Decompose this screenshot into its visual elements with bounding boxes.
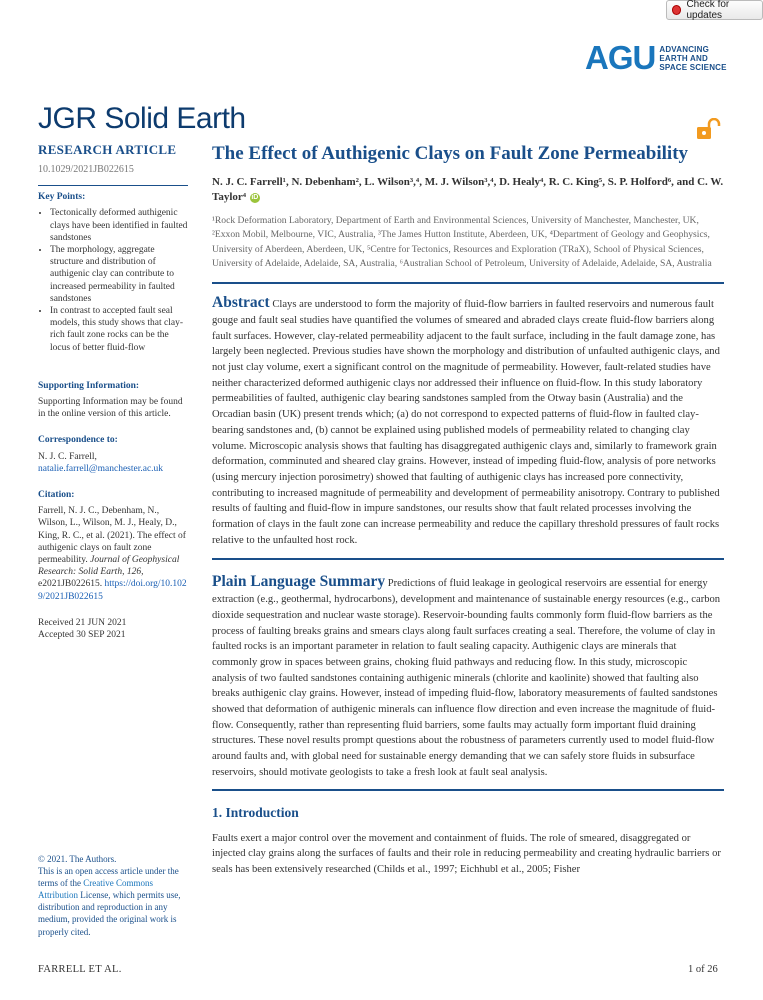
key-points-heading: Key Points: [38,192,86,203]
affiliations: ¹Rock Deformation Laboratory, Department of Earth and Environmental Sciences, University of Manchester, Manchester, UK, ²Exxon Mobil, Melbourne, VIC, Australia, ³The James Hutton Institute, Aberdeen, UK, ⁴Department of Geology and Geophysics, University of Aberdeen, Aberdeen, UK, ⁵Centre for Tectonics, Resources and Exploration (TRaX), School of Physical Sciences, University of Adelaide, Adelaide, SA, Australia, ⁶Australian School of Petroleum, University of Adelaide, Adelaide, SA, Australia [212,215,712,269]
article-main [212,142,724,878]
citation-doi-link[interactable]: https://doi.org/10.1029/2021JB022615 [38,579,187,602]
section-divider [212,789,724,791]
abstract [212,294,724,548]
section-divider [212,558,724,560]
introduction-text: Faults exert a major control over the movement and containment of fluids. The role of smeared, disaggregated or injected clay grains along the surfaces of faults and their role in reducing permeability and creating hydraulic barriers or seals has been extensively researched (Childs et al., 1997; Eichhubl et al., 2005; Fisher [212,832,721,875]
orcid-icon[interactable]: iD [251,194,259,201]
correspondence-heading: Correspondence to: [38,435,118,446]
journal-title: JGR Solid Earth [38,102,246,135]
citation-heading: Citation: [38,490,75,501]
article-type: RESEARCH ARTICLE [38,142,177,157]
correspondence-name: N. J. C. Farrell, [38,451,97,462]
correspondence-email-link[interactable]: natalie.farrell@manchester.ac.uk [38,463,164,474]
key-point: • Tectonically deformed authigenic clays have been identified in faulted sandstones [50,207,188,244]
pls-text: Predictions of fluid leakage in geological reservoirs are essential for energy extraction (e.g., geothermal, hydrocarbons), development and maintenance of sustainable energy resources (e.g., carbon dioxide sequestration and nuclear waste storage). Reservoir-bounding faults commonly form fluid-flow barriers as the process of faulting breaks grains and smears clays along fault surfaces creating a seal. Therefore, the volume of clay in faulted rocks is an important parameter in relation to fault sealing capacity. Authigenic clays are minerals that commonly grow in spaces between grains, choking fluid pathways and reducing flow. In this study, microscopic analysis of two faulted sandstones containing authigenic minerals (chlorite and kaolinite) showed that faulting also breaks authigenic clay grains. However, instead of impeding fluid-flow, laboratory measurements of faulted sandstones showed that deformation of authigenic minerals can influence flow direction and even increase the magnitude of fluid-flow. Consequently, rather than representing fluid barriers, some faults may actually form important fluid draining structures. These novel results prompt questions about the robustness of parameters currently used to model fluid-flow around faults and, with global need for sustainable energy demanding that we can safely store fluids in subsurface reservoirs, should motivate geologists to take a fresh look at fault seal analysis. [212,578,721,778]
copyright-notice: © 2021. The Authors. This is an open access article under the terms of the Creative Commons Attribution License, which permits use, distribution and reproduction in any medium, provided the original work is properly cited. [38,854,181,937]
plain-language-summary [212,573,724,780]
abstract-heading: Abstract [212,294,270,312]
running-author: FARRELL ET AL. [38,964,122,975]
page-number: 1 of 26 [688,964,718,975]
agu-logo-tagline: ADVANCING EARTH AND SPACE SCIENCE [659,44,727,72]
key-points-list [38,207,188,353]
agu-logo-mark: AGU [585,39,656,76]
received-date: Received 21 JUN 2021 [38,617,127,628]
abstract-text: Clays are understood to form the majority of fluid-flow barriers in faulted reservoirs and numerous fault gouge and fault seal studies have quantified the volumes of smeared and abraded clays create fluid-flow barriers along fault surfaces. However, clay-related permeability adjacent to the fault surface, including in the fault damage zone, has largely been neglected. Previous studies have shown the morphology and distribution of unfaulted authigenic clays, and not just clay volume, exert a significant control on the magnitude of permeability. However, fault-related studies have neither characterized deformed authigenic clays nor addressed their influence on fluid-flow. In this study laboratory permeabilities of faulted, authigenic clay bearing sandstones sampled from the Otway basin (Australia) and the Orcadian basin (UK) present trends which; (a) do not correspond to expected patterns of fluid-flow in faulted clay-bearing sandstones and, (b) cannot be explained using published models of permeability related to changing clay volume. Microscopic analysis shows that faulting has disaggregated authigenic clays and, similarly to framework grain deformation, comminuted and sheared clay grains. However, instead of impeding fluid-flow, analysis of pore networks (using mercury injection porosimetry) showed that faulting of authigenic clays has increased pore connectivity, contributing to increased magnitude of permeability and development of permeability anisotropy. Contrary to published results of faulting and fluid-flow in impure sandstones, our results show that fault related processes involving the formation of clays in the fault zone can increase permeability and reduce the capillary threshold pressures of fault rocks relative to the unfaulted host rock. [212,299,720,546]
introduction-heading: 1. Introduction [212,804,299,820]
doi: 10.1029/2021JB022615 [38,164,134,175]
article-title: The Effect of Authigenic Clays on Fault Zone Permeability [212,143,689,164]
pls-heading: Plain Language Summary [212,573,386,591]
sidebar [38,142,188,641]
accepted-date: Accepted 30 SEP 2021 [38,630,126,641]
update-icon [672,5,681,15]
agu-logo [585,39,727,76]
open-access-icon [696,118,722,145]
introduction-section [212,805,724,878]
supporting-info-text: Supporting Information may be found in the online version of this article. [38,397,183,420]
creative-commons-link[interactable]: Creative Commons Attribution [38,878,153,901]
supporting-info-heading: Supporting Information: [38,380,140,391]
section-divider [212,282,724,284]
citation: Farrell, N. J. C., Debenham, N., Wilson, L., Wilson, M. J., Healy, D., King, R. C., et al. (2021). The effect of authigenic clays on fault zone permeability. Journal of Geophysical Research: Solid Earth, 126, e2021JB022615. https://doi.org/10.1029/2021JB022615 [38,506,187,602]
check-for-updates-button[interactable] [666,0,763,20]
divider [38,185,188,186]
key-point: • In contrast to accepted fault seal models, this study shows that clay-rich fault zone rocks can be the locus of better fluid-flow [50,305,188,354]
check-for-updates-label: Check for updates [686,0,730,21]
key-point: • The morphology, aggregate structure and distribution of authigenic clay can contribute to increased permeability in faulted sandstones [50,244,188,305]
author-list: N. J. C. Farrell¹, N. Debenham², L. Wilson³,⁴, M. J. Wilson³,⁴, D. Healy⁴, R. C. King⁵, S. P. Holford⁶, and C. W. Taylor⁴ iD [212,176,724,203]
